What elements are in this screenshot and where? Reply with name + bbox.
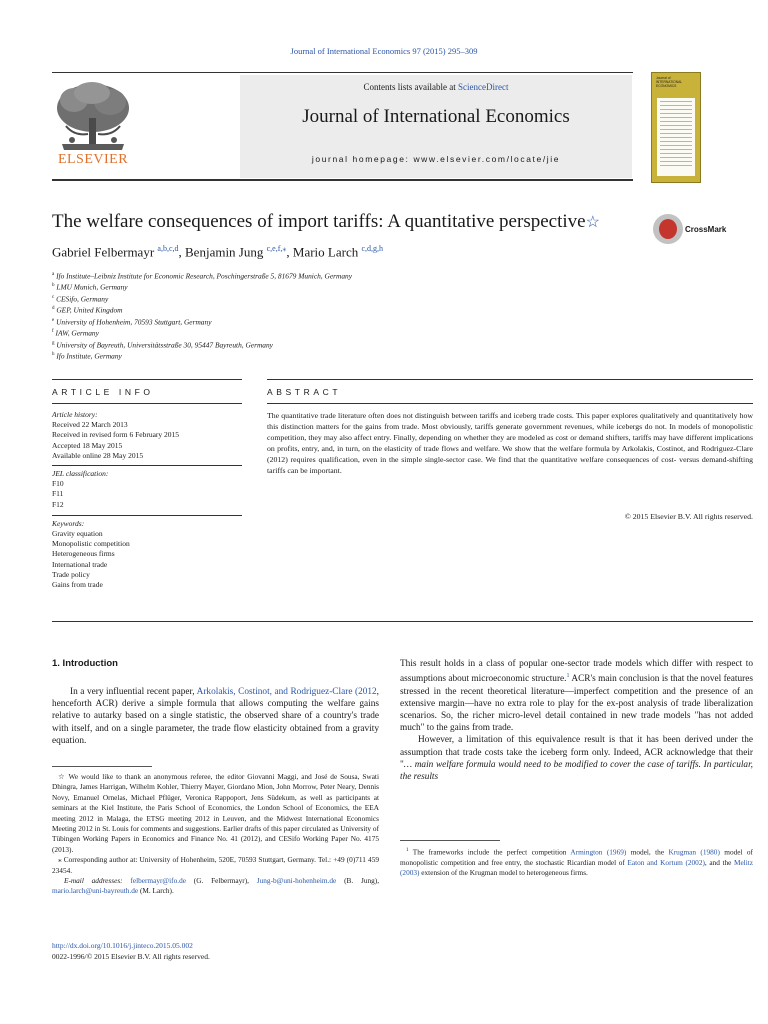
email3-name: (M. Larch). [138,886,174,896]
intro-r2-quote: … main welfare formula would need to be modified to cover the case of tariffs. In particular, the results [400,759,753,782]
affiliation-item [52,304,352,315]
corr-text: Corresponding author at: University of Hohenheim, 520E, 70593 Stuttgart, Germany. Tel.: +49 (0)711 459 23454. [52,855,380,875]
affiliation-text: GEP, United Kingdom [54,305,123,315]
email-label: E-mail addresses: [64,876,123,886]
email-footnote [52,876,379,897]
ack-star-icon: ☆ [58,772,66,781]
sciencedirect-link[interactable]: ScienceDirect [458,82,509,92]
fn1-text-d: , and the [704,857,734,867]
keyword-item: Heterogeneous firms [52,549,115,559]
affiliation-text: Ifo Institute, Germany [54,351,122,361]
acknowledgement-footnote [52,772,379,855]
history-item: Received in revised form 6 February 2015 [52,430,180,440]
elsevier-wordmark: ELSEVIER [57,152,129,167]
melitz-citation-link[interactable]: Melitz (2003) [400,857,754,878]
abstract-rule [267,403,753,404]
intro-heading: 1. Introduction [52,658,118,669]
affiliation-item [52,281,352,292]
article-info-heading: ARTICLE INFO [52,387,154,397]
history-label: Article history: [52,410,98,419]
affiliation-mark: g [52,340,55,346]
affiliation-item [52,339,352,350]
keyword-item: Monopolistic competition [52,539,130,549]
keyword-item: International trade [52,559,108,569]
affiliation-text: LMU Munich, Germany [54,282,128,292]
footnote-1 [400,846,753,879]
jel-code: F11 [52,489,64,499]
crossmark-label: CrossMark [685,225,727,234]
contents-prefix: Contents lists available at [363,82,458,92]
article-title [52,211,600,233]
author-separator: , [178,244,186,260]
affiliation-item [52,293,352,304]
history-item: Available online 28 May 2015 [52,450,144,460]
jel-label: JEL classification: [52,469,109,479]
title-star-icon[interactable]: ☆ [585,214,600,231]
email1-name: (G. Felbermayr), [185,876,257,886]
intro-r1-text-b: ACR's main conclusion is that the novel features stressed in the recent theoretical literature—imperfect competition and the presence of an extensive margin—have no extra role to play for the ex-post analysis of trade liberalization scenarios. So, the richer micro-level detail contained in new trade models "has not added much" to the gains from trade. [400,674,754,734]
intro-p1-text-a: In a very influential recent paper, [70,687,197,697]
ack-text: We would like to thank an anonymous referee, the editor Giovanni Maggi, and José de Sousa, Swati Dhingra, James Harrigan, Wilhelm Kohler, Thierry Mayer, Giordano Mion, John Morrow, Peter Neary, Dennis Novy, Emanuel Ornelas, Michael Pflüger, Veronica Rappoport, Jens Südekum, as well as participants at seminars at the Kiel Institute, the Paris School of Economics, the London School of Economics, the EEA meeting 2012 in Malaga, the ETSG meeting 2012 in Leuven, and the Midwest International Economics Meeting 2012 in St. Louis for comments and suggestions. Earlier drafts of this paper circulated as University of Tübingen Working Papers in Economics and Finance No. 41 (2012), and CESifo Working Paper No. 4175 (2013). [52,772,379,854]
fn1-text-a: The frameworks include the perfect competition [412,847,571,857]
affiliation-text: IAW, Germany [53,328,99,338]
keyword-item: Gravity equation [52,529,103,539]
krugman-citation-link[interactable]: Krugman (1980) [668,847,720,857]
affiliation-mark: d [52,306,55,312]
intro-p1-text-b: , henceforth ACR) derive a simple formula that allows computing the welfare gains relative to autarky based on a single statistic, the observed share of a country's trade with itself, and on a single parameter, the trade flow elasticity obtained from a gravity equation. [52,687,379,746]
intro-right-column [400,658,753,783]
article-info-rule [52,403,242,404]
journal-homepage[interactable]: journal homepage: www.elsevier.com/locate/jie [311,154,561,164]
jel-rule [52,465,242,466]
header-bottom-rule [52,179,633,181]
cover-title: Journal of INTERNATIONAL ECONOMICS [656,76,683,88]
cover-contents [657,98,695,176]
jel-code: F10 [52,479,64,489]
crossmark-badge[interactable] [653,214,753,246]
author-list [52,244,383,260]
keyword-item: Gains from trade [52,580,103,590]
armington-citation-link[interactable]: Armington (1969) [570,847,627,857]
abstract-text: The quantitative trade literature often does not distinguish between tariffs and iceberg trade costs. This paper explores qualitatively and quantitatively how this distinction matters for the gains from trade. Most obviously, tariffs generate government revenues, while icebergs do not. In models of monopolistic competition, they may also affect entry. Finally, depending on whether they are modeled as cost or demand shifters, tariffs may have different implications on profits, entry, and, in turn, on the elasticity of trade flows and welfare. We show that the welfare formula by Arkolakis, Costinot, and Rodriguez-Clare (2012) requires qualification, even in the simple single-sector case. We find that the quantitative welfare consequences of cost- versus demand-shifting tariffs can be important. [267,411,753,476]
keywords-list [52,529,242,590]
intro-paragraph-1 [52,686,379,747]
abstract-copyright: © 2015 Elsevier B.V. All rights reserved. [624,512,753,521]
header-top-rule [52,72,633,73]
issn-copyright: 0022-1996/© 2015 Elsevier B.V. All rights reserved. [52,952,210,961]
corresponding-author-footnote [52,855,379,876]
article-info-rule-top [52,379,242,380]
author-name: Benjamin Jung [185,244,267,260]
author-name: Mario Larch [292,244,362,260]
affiliation-mark: h [52,352,55,358]
intro-paragraph-2 [400,658,753,734]
journal-reference[interactable]: Journal of International Economics 97 (2015) 295–309 [290,46,478,56]
affiliation-text: CESifo, Germany [54,294,109,304]
intro-paragraph-3 [400,734,753,783]
abstract-heading: ABSTRACT [267,387,342,397]
journal-title: Journal of International Economics [302,106,570,127]
email-larch-link[interactable]: mario.larch@uni-bayreuth.de [52,886,139,896]
keywords-label: Keywords: [52,518,85,528]
affiliation-mark: f [52,329,54,335]
keyword-item: Trade policy [52,569,90,579]
journal-cover-thumbnail [651,72,701,183]
affiliation-text: University of Hohenheim, 70593 Stuttgart, Germany [54,317,212,327]
author-affiliation-marks[interactable]: a,b,c,d [157,244,179,253]
contents-available [240,82,632,92]
fn1-text-e: extension of the Krugman model to heterogeneous firms. [419,868,588,878]
corr-mark: ⁎ [58,855,62,865]
jel-list [52,479,242,510]
affiliation-text: University of Bayreuth, Universitätsstraße 30, 95447 Bayreuth, Germany [54,340,273,350]
affiliation-mark: c [52,294,55,300]
affiliation-mark: a [52,272,55,277]
footnote-rule-left [52,766,152,767]
affiliation-list [52,270,352,362]
author-name: Gabriel Felbermayr [52,244,158,260]
email-jung-link[interactable]: Jung-b@uni-hohenheim.de [256,876,337,886]
affiliation-mark: b [52,283,55,289]
abstract-rule-top [267,379,753,380]
fn1-text-b: model, the [626,847,669,857]
email2-name: (B. Jung), [336,876,380,886]
jel-code: F12 [52,499,64,509]
affiliation-item [52,350,352,361]
affiliation-item [52,327,352,338]
history-list [52,420,242,461]
crossmark-icon [653,214,683,244]
article-title-text: The welfare consequences of import tariffs: A quantitative perspective [52,211,586,232]
author-separator: , [286,244,293,260]
affiliation-item [52,270,352,281]
footnote-1-ref[interactable]: 1 [566,673,570,680]
fn1-text-c: model of monopolistic competition and free entry, the stochastic Ricardian model of [400,847,753,867]
history-item: Received 22 March 2013 [52,420,128,430]
author-affiliation-marks[interactable]: c,e,f,⁎ [266,244,287,253]
author-affiliation-marks[interactable]: c,d,g,h [361,244,384,253]
eaton-kortum-citation-link[interactable]: Eaton and Kortum (2002) [627,857,705,867]
fn1-mark: 1 [406,848,409,853]
acr-citation-link[interactable]: Arkolakis, Costinot, and Rodriguez-Clare (2012 [196,687,377,697]
doi-link[interactable]: http://dx.doi.org/10.1016/j.jinteco.2015.05.002 [52,941,193,950]
affiliation-mark: e [52,317,55,323]
affiliation-text: Ifo Institute–Leibniz Institute for Economic Research, Poschingerstraße 5, 81679 Munich, Germany [54,271,353,281]
keywords-rule [52,515,242,516]
section-divider [52,621,753,622]
history-item: Accepted 18 May 2015 [52,440,123,450]
intro-r2-text-a: However, a limitation of this equivalence result is that it has been derived under the assumption that trade costs take the iceberg form only. Indeed, ACR acknowledge that their " [400,735,753,770]
bottom-info [52,940,210,962]
footnote-rule-right [400,840,500,841]
email-felbermayr-link[interactable]: felbermayr@ifo.de [130,876,186,886]
footnotes-left [52,772,379,897]
article-info [52,410,242,590]
affiliation-item [52,316,352,327]
intro-r1-text-a: This result holds in a class of popular one-sector trade models which differ with respect to assumptions about microeconomic structure. [400,659,753,685]
